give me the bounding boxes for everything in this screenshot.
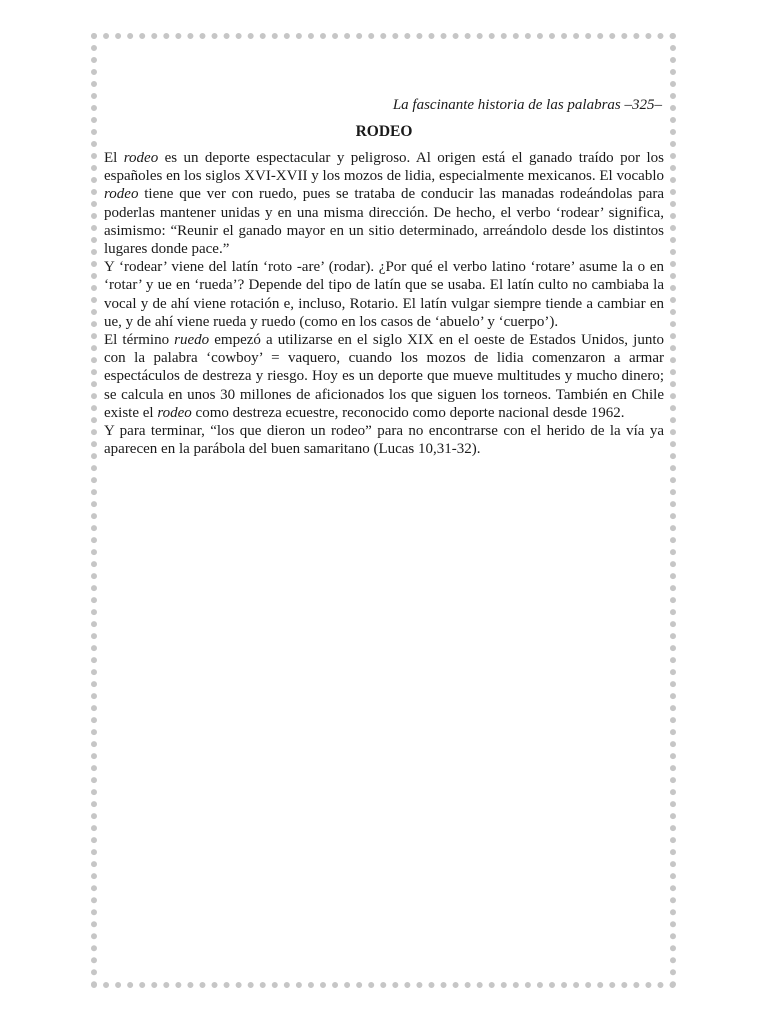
text-run: El <box>104 150 124 166</box>
text-run: empezó a utilizarse en el siglo XIX en el oeste de Estados Unidos, junto con la palabra ‘cowboy’ = vaquero, cuando los mozos de lidia comenzaron a armar espectáculos de destreza y riesgo. Hoy es un deporte que mueve multitudes y mucho dinero; se calcula en unos 30 millones de aficionados los que siguen los torneos. También en Chile existe el <box>104 332 664 421</box>
text-run: como destreza ecuestre, reconocido como deporte nacional desde 1962. <box>191 404 625 421</box>
running-header <box>300 96 662 114</box>
page-number: –325– <box>624 97 662 113</box>
emphasis-term: rodeo <box>123 150 159 166</box>
paragraph-3 <box>104 331 664 422</box>
text-run: El término <box>104 332 175 349</box>
emphasis-term: rodeo <box>104 186 139 203</box>
emphasis-term: ruedo <box>174 332 210 349</box>
running-title: La fascinante historia de las palabras <box>392 97 621 113</box>
article-title: RODEO <box>355 123 413 140</box>
paragraph-2: Y ‘rodear’ viene del latín ‘roto -are’ (rodar). ¿Por qué el verbo latino ‘rotare’ asume la o en ‘rotar’ y ue en ‘rueda’? Depende del tipo de latín que se usaba. El latín culto no cambiaba la vocal y de ahí viene rotación e, incluso, Rotario. El latín vulgar siempre tiende a cambiar en ue, y de ahí viene rueda y ruedo (como en los casos de ‘abuelo’ y ‘cuerpo’). <box>104 259 664 330</box>
emphasis-term: rodeo <box>157 404 192 421</box>
article-body <box>104 149 664 458</box>
paragraph-1 <box>104 149 664 258</box>
paragraph-4: Y para terminar, “los que dieron un rodeo” para no encontrarse con el herido de la vía ya aparecen en la parábola del buen samaritano (Lucas 10,31-32). <box>104 423 664 458</box>
text-run: tiene que ver con ruedo, pues se trataba de conducir las manadas rodeándolas para poderlas mantener unidas y en una misma dirección. De hecho, el verbo ‘rodear’ significa, asimismo: “Reunir el ganado mayor en un sitio determinado, arreándolo desde los distintos lugares donde pace.” <box>104 186 664 258</box>
text-run: es un deporte espectacular y peligroso. Al origen está el ganado traído por los españoles en los siglos XVI-XVII y los mozos de lidia, especialmente mexicanos. El vocablo <box>104 150 664 185</box>
